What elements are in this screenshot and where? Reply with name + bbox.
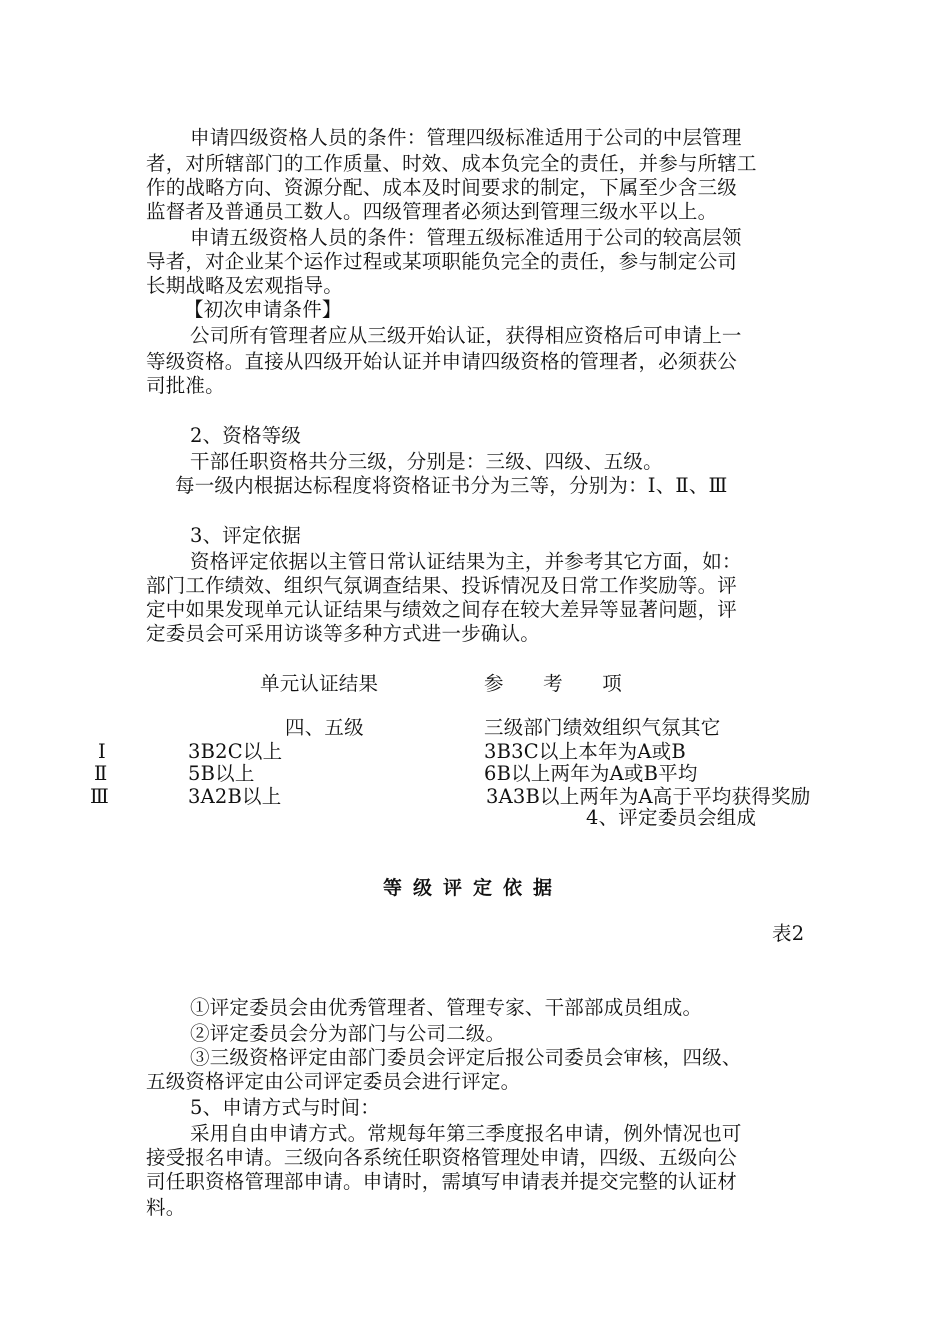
table-title: 等级评定依据 [383,877,564,899]
section2-line: 每一级内根据达标程度将资格证书分为三等，分别为：Ⅰ、Ⅱ、Ⅲ [175,474,728,497]
table-row-unit: 3A2B以上 [188,785,282,808]
para-level4-line: 作的战略方向、资源分配、成本及时间要求的制定，下属至少含三级 [146,176,738,199]
table-row-unit: 3B2C以上 [188,740,283,763]
section4-heading: 4、评定委员会组成 [586,806,757,829]
section2-line: 干部任职资格共分三级，分别是：三级、四级、五级。 [190,450,663,473]
table-number: 表2 [772,922,805,945]
table-header-reference: 参 考 项 [484,672,622,695]
para-initial-line: 司批准。 [146,374,225,397]
para-level4-line: 申请四级资格人员的条件：管理四级标准适用于公司的中层管理 [190,126,742,149]
para-level5-line: 导者，对企业某个运作过程或某项职能负完全的责任，参与制定公司 [146,250,738,273]
para-level4-line: 监督者及普通员工数人。四级管理者必须达到管理三级水平以上。 [146,200,718,223]
table-subheader-reference: 三级部门绩效组织气氛其它 [484,716,721,739]
section5-line: 采用自由申请方式。常规每年第三季度报名申请，例外情况也可 [190,1122,742,1145]
section3-line: 部门工作绩效、组织气氛调查结果、投诉情况及日常工作奖励等。评 [146,574,738,597]
section5-line: 司任职资格管理部申请。申请时，需填写申请表并提交完整的认证材 [146,1170,738,1193]
table-header-unit: 单元认证结果 [260,672,379,695]
committee-line: ③三级资格评定由部门委员会评定后报公司委员会审核，四级、 [190,1046,742,1069]
section2-heading: 2、资格等级 [190,424,302,447]
para-level5-line: 长期战略及宏观指导。 [146,274,344,297]
section5-heading: 5、申请方式与时间： [190,1096,380,1119]
table-row-unit: 5B以上 [188,762,255,785]
table-row-reference: 3A3B以上两年为A高于平均获得奖励 [486,785,811,808]
section5-line: 接受报名申请。三级向各系统任职资格管理处申请，四级、五级向公 [146,1146,738,1169]
section3-heading: 3、评定依据 [190,524,302,547]
para-level4-line: 者，对所辖部门的工作质量、时效、成本负完全的责任，并参与所辖工 [146,152,757,175]
para-initial-line: 公司所有管理者应从三级开始认证，获得相应资格后可申请上一 [190,324,742,347]
table-row-reference: 6B以上两年为A或B平均 [484,762,698,785]
committee-line: ②评定委员会分为部门与公司二级。 [190,1022,506,1045]
table-row-grade: Ⅲ [90,785,110,808]
section5-line: 料。 [146,1196,186,1219]
committee-line: ①评定委员会由优秀管理者、管理专家、干部部成员组成。 [190,996,703,1019]
para-initial-line: 等级资格。直接从四级开始认证并申请四级资格的管理者，必须获公 [146,350,738,373]
para-level5-line: 申请五级资格人员的条件：管理五级标准适用于公司的较高层领 [190,226,742,249]
section3-line: 定中如果发现单元认证结果与绩效之间存在较大差异等显著问题，评 [146,598,738,621]
section3-line: 定委员会可采用访谈等多种方式进一步确认。 [146,622,541,645]
table-row-grade: Ⅱ [94,762,108,785]
initial-heading: 【初次申请条件】 [184,298,342,321]
table-row-reference: 3B3C以上本年为A或B [484,740,686,763]
table-row-grade: Ⅰ [98,740,106,763]
section3-line: 资格评定依据以主管日常认证结果为主，并参考其它方面，如： [190,550,742,573]
committee-line: 五级资格评定由公司评定委员会进行评定。 [146,1070,521,1093]
table-subheader-unit: 四、五级 [285,716,364,739]
